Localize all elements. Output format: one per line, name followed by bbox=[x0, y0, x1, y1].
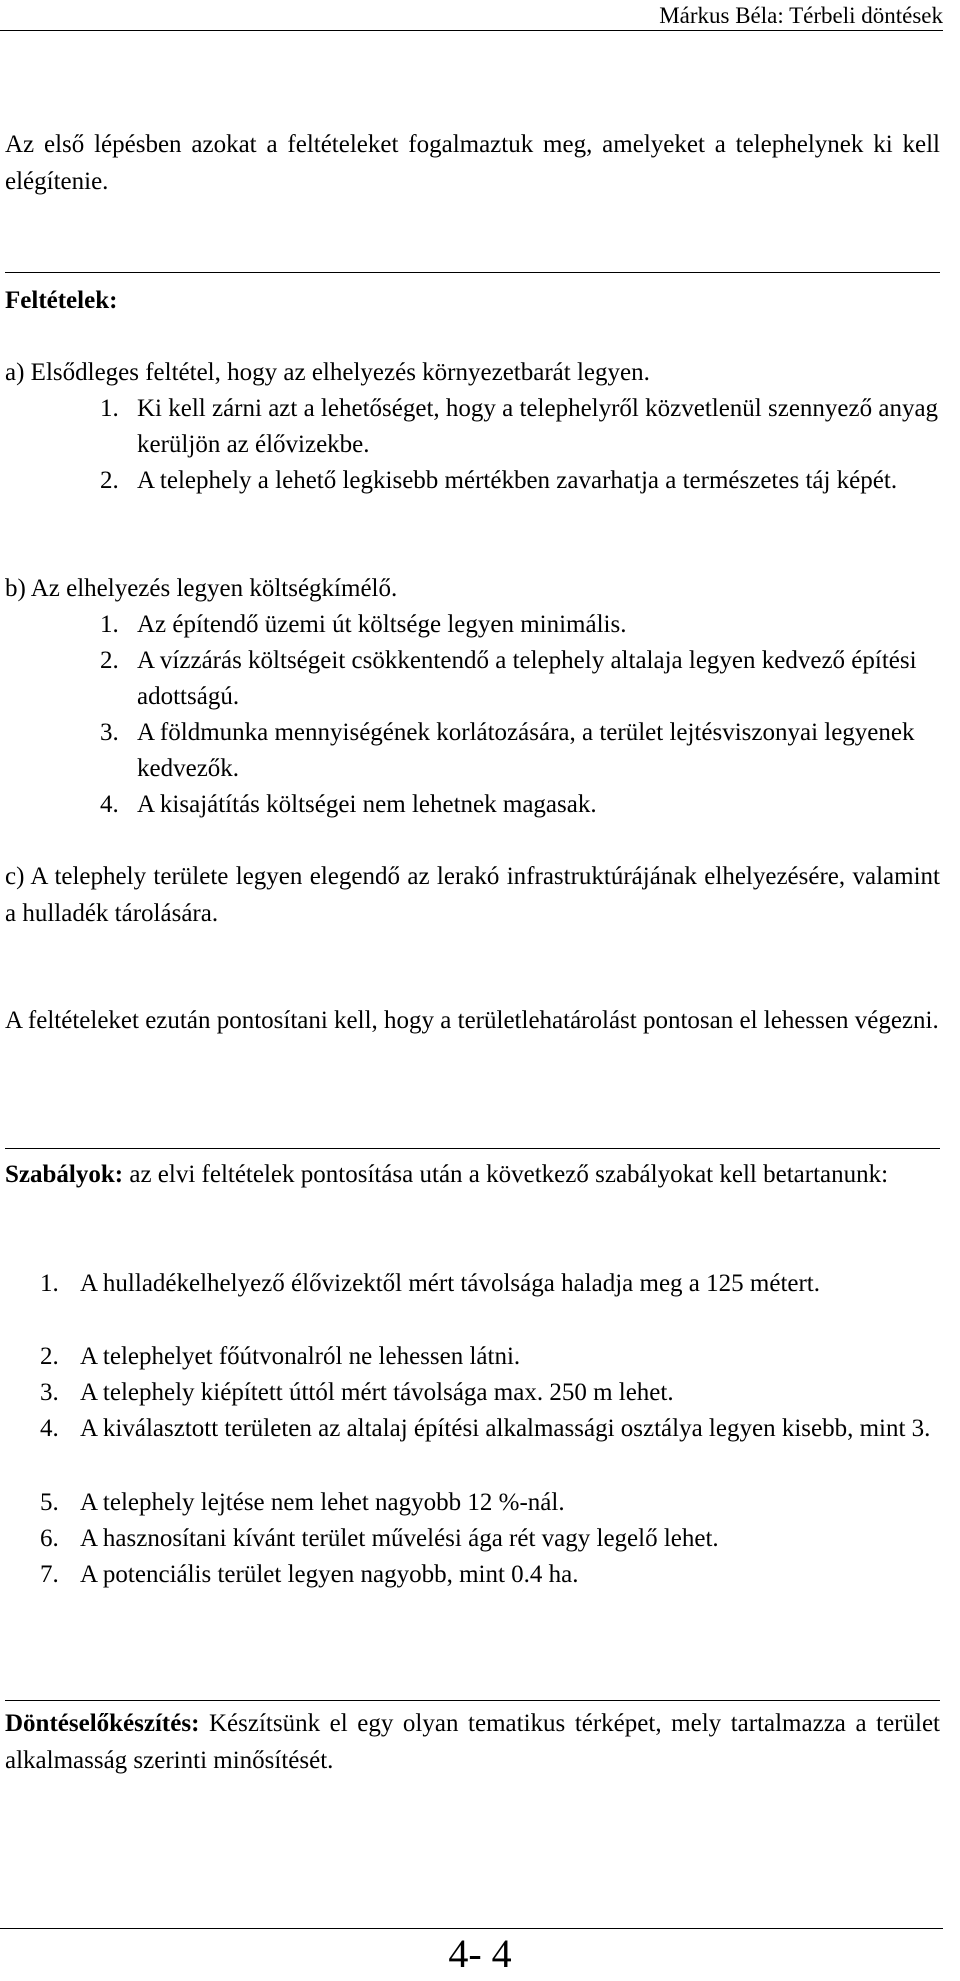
condition-c bbox=[5, 859, 940, 932]
rule-text: A telephely lejtése nem lehet nagyobb 12 %-nál. bbox=[80, 1489, 565, 1516]
rule-item-7 bbox=[40, 1557, 940, 1594]
item-text: Az építendő üzemi út költsége legyen minimális. bbox=[137, 611, 627, 638]
condition-b-label: b) bbox=[5, 575, 26, 602]
prep-text: Készítsünk el egy olyan tematikus térképet, mely tartalmazza a terület alkalmasság szerinti minősítését. bbox=[5, 1710, 940, 1774]
condition-b-text: Az elhelyezés legyen költségkímélő. bbox=[30, 575, 398, 602]
rule-number: 7. bbox=[40, 1561, 59, 1588]
item-number: 3. bbox=[100, 719, 119, 746]
rule-text: A telephely kiépített úttól mért távolsága max. 250 m lehet. bbox=[80, 1379, 674, 1406]
rule-number: 4. bbox=[40, 1415, 59, 1442]
condition-b-item-2 bbox=[100, 643, 945, 715]
condition-b-item-3 bbox=[100, 715, 945, 787]
rule-text: A kiválasztott területen az altalaj építési alkalmassági osztálya legyen kisebb, mint 3. bbox=[80, 1415, 931, 1442]
rule-number: 2. bbox=[40, 1343, 59, 1370]
refine-paragraph: A feltételeket ezután pontosítani kell, hogy a területlehatárolást pontosan el lehessen végezni. bbox=[5, 1007, 939, 1034]
condition-a-label: a) bbox=[5, 359, 25, 386]
rule-text: A hasznosítani kívánt terület művelési ága rét vagy legelő lehet. bbox=[80, 1525, 719, 1552]
condition-a-text: Elsődleges feltétel, hogy az elhelyezés környezetbarát legyen. bbox=[30, 359, 650, 386]
condition-c-label: c) bbox=[5, 863, 25, 890]
rule-item-1 bbox=[40, 1266, 940, 1303]
condition-a bbox=[5, 355, 650, 391]
page-number: 4- 4 bbox=[448, 1931, 512, 1976]
conditions-heading: Feltételek: bbox=[5, 287, 118, 314]
rule-item-6 bbox=[40, 1521, 940, 1558]
item-number: 2. bbox=[100, 467, 119, 494]
rule-text: A hulladékelhelyező élővizektől mért távolsága haladja meg a 125 métert. bbox=[80, 1270, 821, 1297]
rule-item-4 bbox=[40, 1411, 940, 1448]
rules-intro bbox=[5, 1157, 940, 1194]
item-text: A földmunka mennyiségének korlátozására, a terület lejtésviszonyai legyenek kedvezők. bbox=[137, 719, 915, 782]
condition-b-item-1 bbox=[100, 607, 945, 643]
section-rule-prep bbox=[5, 1700, 940, 1701]
prep-paragraph bbox=[5, 1706, 940, 1779]
rule-number: 3. bbox=[40, 1379, 59, 1406]
section-rule-rules bbox=[5, 1148, 940, 1149]
item-text: Ki kell zárni azt a lehetőséget, hogy a telephelyről közvetlenül szennyező anyag kerüljön az élővizekbe. bbox=[137, 395, 939, 458]
intro-paragraph: Az első lépésben azokat a feltételeket fogalmaztuk meg, amelyeket a telephelynek ki kell elégítenie. bbox=[5, 131, 940, 195]
rule-text: A telephelyet főútvonalról ne lehessen látni. bbox=[80, 1343, 521, 1370]
running-header: Márkus Béla: Térbeli döntések bbox=[659, 3, 943, 28]
condition-a-item-1 bbox=[100, 391, 945, 463]
rules-intro-text: az elvi feltételek pontosítása után a következő szabályokat kell betartanunk: bbox=[123, 1161, 889, 1188]
footer-rule bbox=[0, 1928, 943, 1929]
item-text: A kisajátítás költségei nem lehetnek magasak. bbox=[137, 791, 597, 818]
condition-b-item-4 bbox=[100, 787, 945, 823]
item-number: 2. bbox=[100, 647, 119, 674]
item-text: A vízzárás költségeit csökkentendő a telephely altalaja legyen kedvező építési adottságú. bbox=[137, 647, 917, 710]
rule-item-2 bbox=[40, 1339, 940, 1376]
rule-item-3 bbox=[40, 1375, 940, 1412]
rule-item-5 bbox=[40, 1485, 940, 1522]
prep-heading: Döntéselőkészítés: bbox=[5, 1710, 200, 1737]
item-text: A telephely a lehető legkisebb mértékben zavarhatja a természetes táj képét. bbox=[137, 467, 898, 494]
section-rule-conditions bbox=[5, 272, 940, 273]
rule-number: 5. bbox=[40, 1489, 59, 1516]
condition-a-item-2 bbox=[100, 463, 945, 499]
condition-b bbox=[5, 571, 397, 607]
condition-c-text: A telephely területe legyen elegendő az lerakó infrastruktúrájának elhelyezésére, valamint a hulladék tárolására. bbox=[5, 863, 940, 927]
item-number: 1. bbox=[100, 611, 119, 638]
rules-heading: Szabályok: bbox=[5, 1161, 124, 1188]
item-number: 4. bbox=[100, 791, 119, 818]
header-rule bbox=[0, 30, 943, 31]
rule-number: 6. bbox=[40, 1525, 59, 1552]
item-number: 1. bbox=[100, 395, 119, 422]
rule-text: A potenciális terület legyen nagyobb, mint 0.4 ha. bbox=[80, 1561, 579, 1588]
rule-number: 1. bbox=[40, 1270, 59, 1297]
